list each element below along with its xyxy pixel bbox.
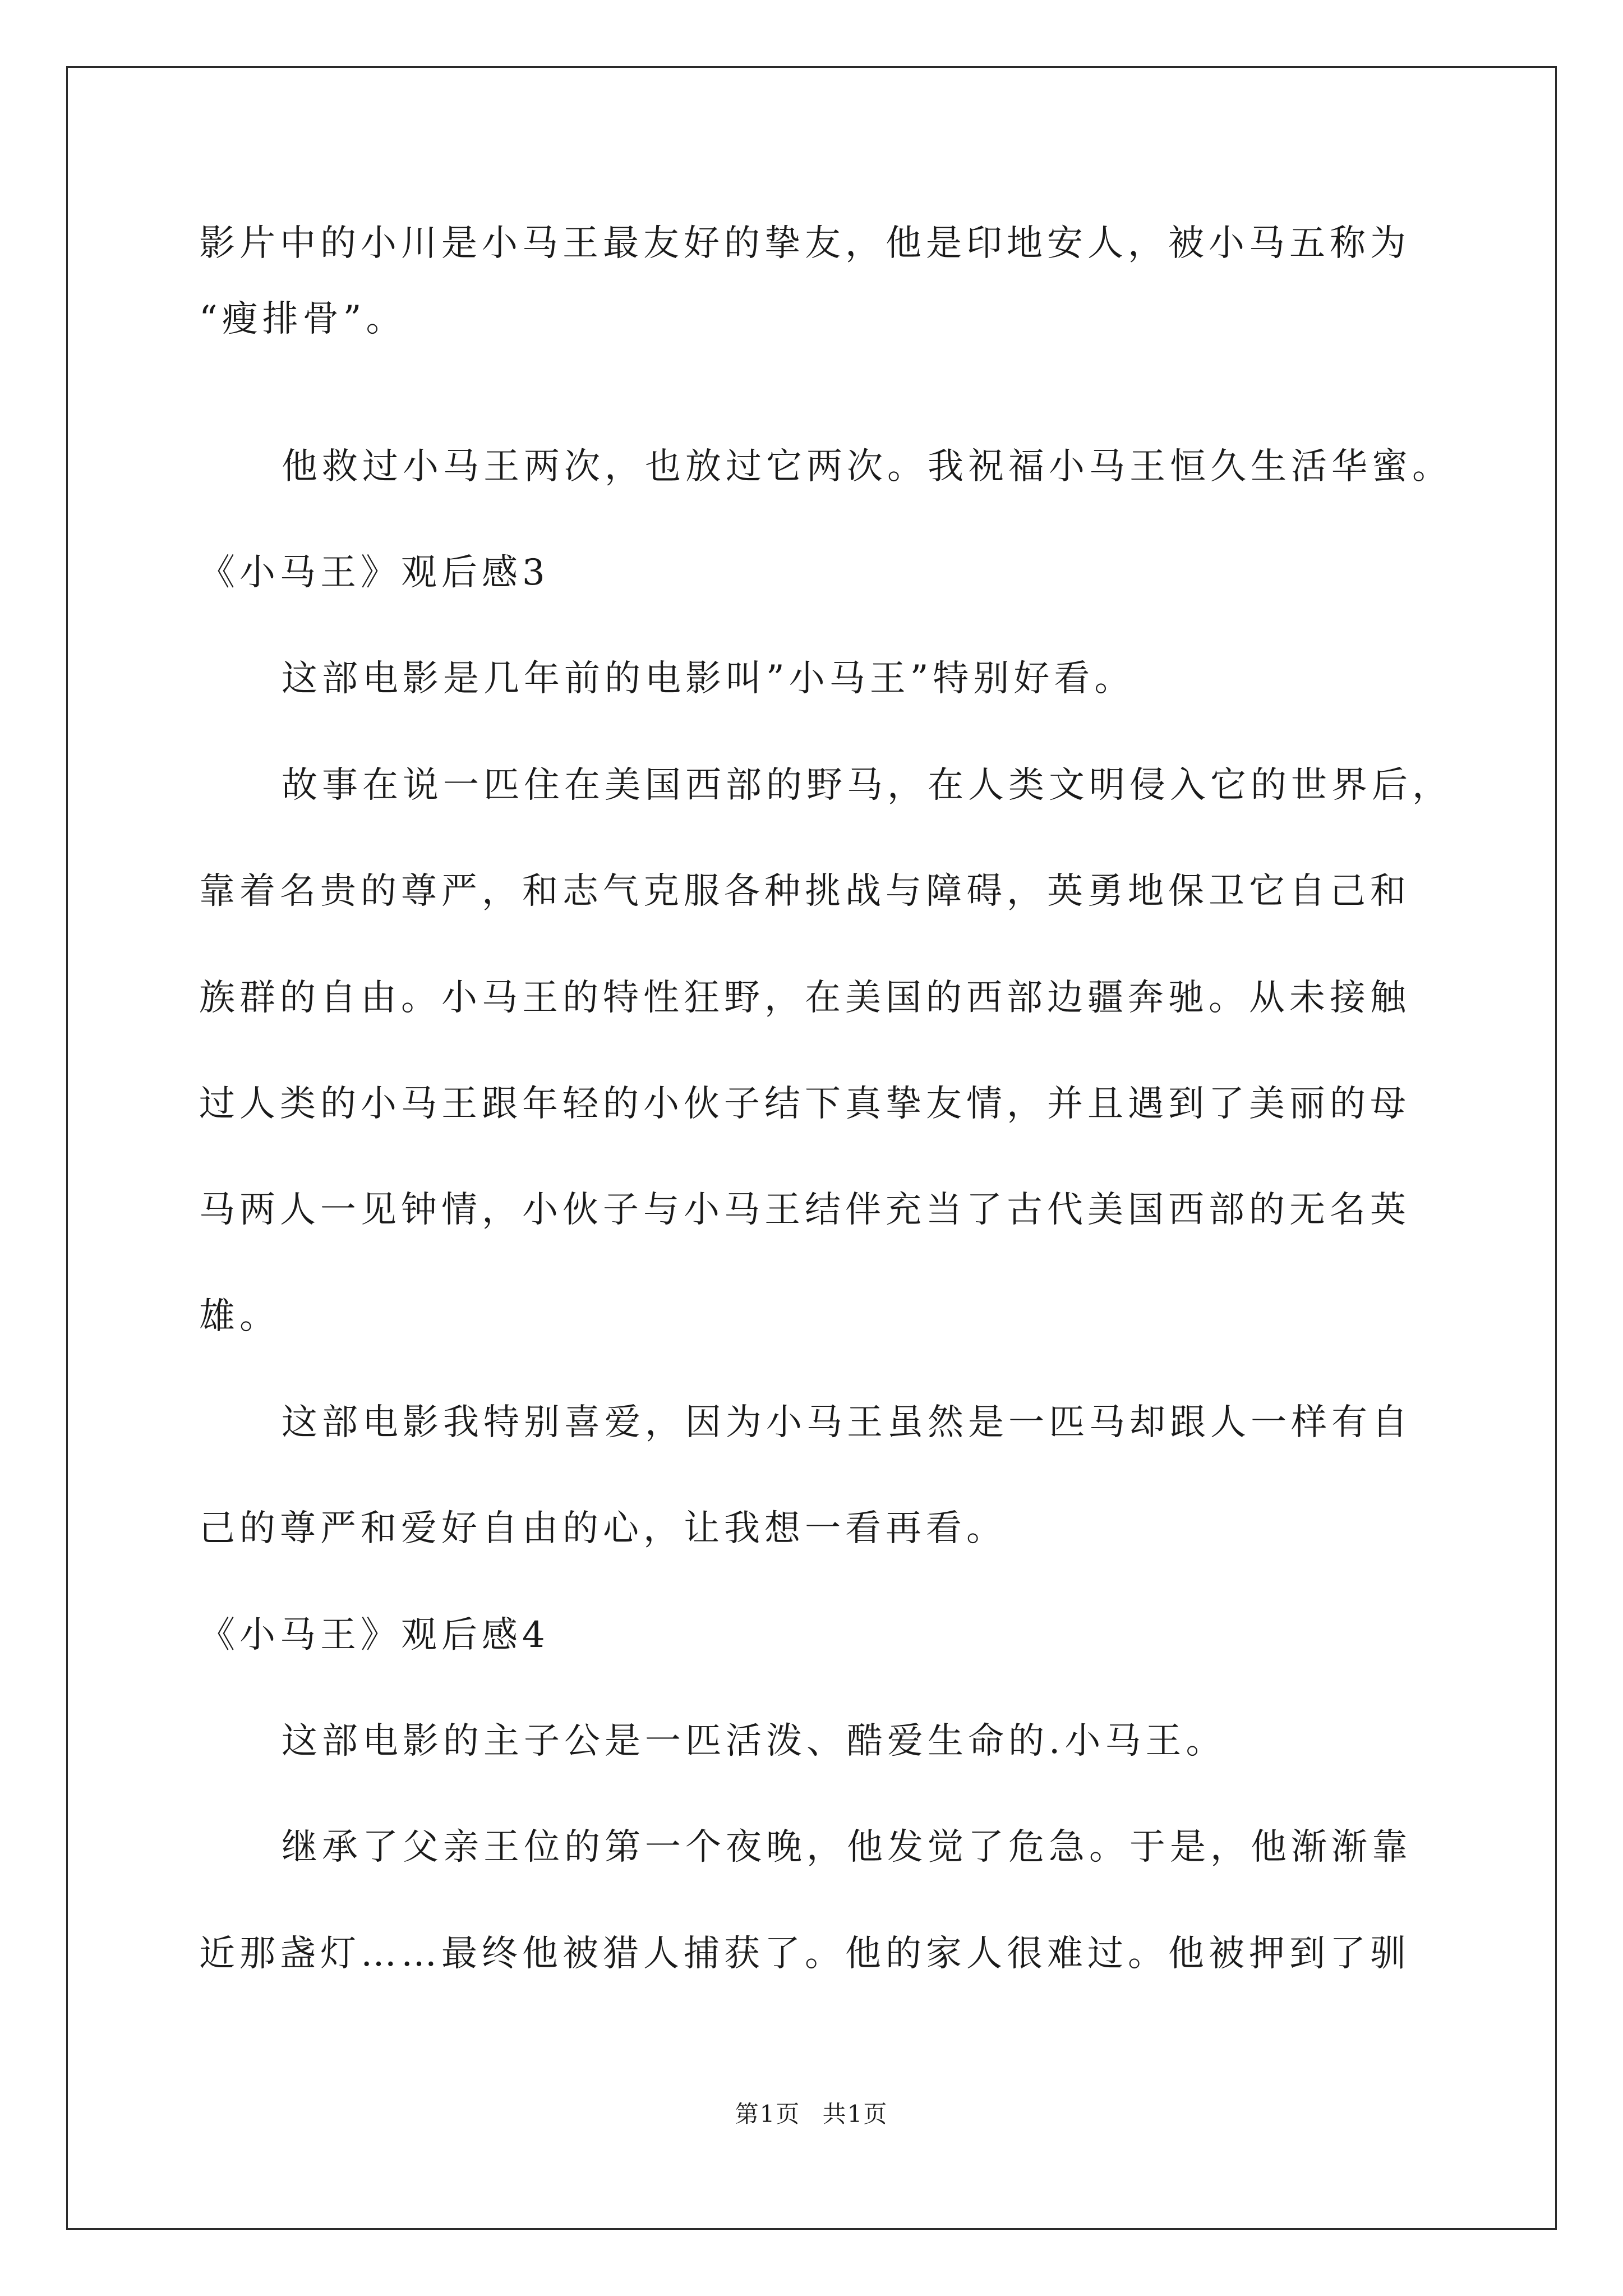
- paragraph-line: 过人类的小马王跟年轻的小伙子结下真挚友情，并且遇到了美丽的母: [199, 1083, 1410, 1125]
- paragraph-line: 雄。: [199, 1296, 280, 1337]
- paragraph-line: 近那盏灯……最终他被猎人捕获了。他的家人很难过。他被押到了驯: [199, 1933, 1410, 1975]
- paragraph-line: “瘦排骨”。: [199, 298, 407, 340]
- paragraph-line: 这部电影的主子公是一匹活泼、酷爱生命的.小马王。: [282, 1720, 1227, 1762]
- paragraph-line: 这部电影是几年前的电影叫”小马王”特别好看。: [282, 658, 1135, 700]
- section-heading: 《小马王》观后感4: [199, 1614, 550, 1656]
- page-total: 共1页: [822, 2100, 888, 2128]
- paragraph-line: 族群的自由。小马王的特性狂野，在美国的西部边疆奔驰。从未接触: [199, 977, 1410, 1019]
- paragraph-line: 己的尊严和爱好自由的心，让我想一看再看。: [199, 1508, 1007, 1549]
- paragraph-line: 马两人一见钟情，小伙子与小马王结伴充当了古代美国西部的无名英: [199, 1189, 1410, 1231]
- section-heading: 《小马王》观后感3: [199, 552, 550, 593]
- paragraph-line: 这部电影我特别喜爱，因为小马王虽然是一匹马却跟人一样有自: [282, 1402, 1412, 1443]
- paragraph-line: 影片中的小川是小马王最友好的挚友，他是印地安人，被小马五称为: [199, 223, 1410, 264]
- paragraph-line: 靠着名贵的尊严，和志气克服各种挑战与障碍，英勇地保卫它自己和: [199, 871, 1410, 912]
- page-footer: [0, 2096, 1623, 2129]
- paragraph-line: 故事在说一匹住在美国西部的野马，在人类文明侵入它的世界后，: [282, 765, 1453, 806]
- paragraph-line: 继承了父亲王位的第一个夜晚，他发觉了危急。于是，他渐渐靠: [282, 1826, 1412, 1868]
- paragraph-line: 他救过小马王两次，也放过它两次。我祝福小马王恒久生活华蜜。: [282, 446, 1453, 487]
- page-number: 第1页: [735, 2100, 801, 2128]
- page-border: [66, 66, 1557, 2230]
